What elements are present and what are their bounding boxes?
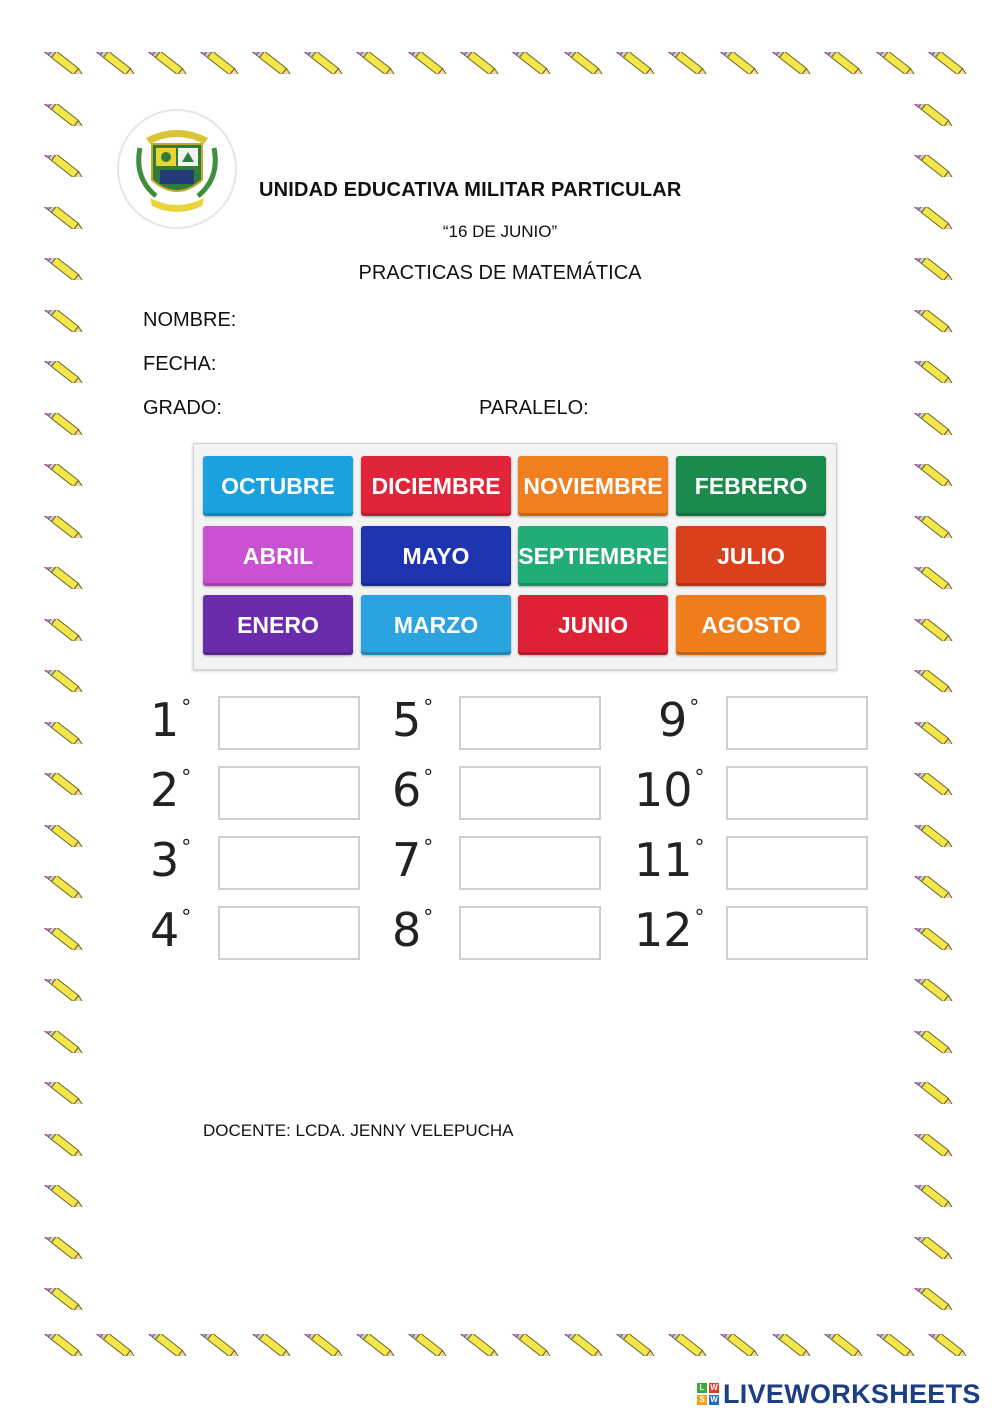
pencil-icon: [906, 619, 964, 641]
pencil-icon: [906, 722, 964, 744]
pencil-icon: [920, 1334, 978, 1356]
ordinal-label: 7 °: [392, 833, 434, 887]
pencil-icon: [36, 722, 94, 744]
pencil-icon: [906, 1134, 964, 1156]
month-tile[interactable]: ABRIL: [203, 526, 353, 586]
watermark-text: LIVEWORKSHEETS: [723, 1378, 981, 1409]
answer-box-1[interactable]: [218, 696, 360, 750]
liveworksheets-watermark: [697, 1379, 981, 1409]
pencil-icon: [36, 516, 94, 538]
pencil-icon: [452, 52, 510, 74]
month-tile[interactable]: AGOSTO: [676, 595, 826, 655]
ordinal-label: 9 °: [658, 693, 700, 747]
ordinal-label: 3 °: [150, 833, 192, 887]
pencil-icon: [906, 104, 964, 126]
pencil-icon: [36, 1031, 94, 1053]
pencil-icon: [906, 1288, 964, 1310]
pencil-icon: [400, 1334, 458, 1356]
pencil-icon: [36, 1134, 94, 1156]
pencil-icon: [140, 52, 198, 74]
pencil-icon: [36, 310, 94, 332]
pencil-icon: [660, 52, 718, 74]
pencil-icon: [556, 1334, 614, 1356]
pencil-icon: [504, 1334, 562, 1356]
ordinal-label: 12 °: [634, 903, 705, 957]
month-tile[interactable]: ENERO: [203, 595, 353, 655]
pencil-icon: [906, 155, 964, 177]
pencil-icon: [906, 825, 964, 847]
pencil-icon: [764, 52, 822, 74]
pencil-icon: [504, 52, 562, 74]
pencil-icon: [140, 1334, 198, 1356]
ordinal-label: 1 °: [150, 693, 192, 747]
pencil-icon: [36, 928, 94, 950]
pencil-icon: [906, 361, 964, 383]
pencil-icon: [608, 1334, 666, 1356]
pencil-icon: [906, 928, 964, 950]
name-label: NOMBRE:: [143, 309, 237, 331]
month-tile[interactable]: JUNIO: [518, 595, 668, 655]
grade-label: GRADO:: [143, 397, 222, 419]
school-crest-icon: [116, 108, 238, 230]
pencil-icon: [906, 1031, 964, 1053]
pencil-icon: [192, 1334, 250, 1356]
pencil-icon: [36, 825, 94, 847]
pencil-icon: [36, 52, 94, 74]
month-tile[interactable]: JULIO: [676, 526, 826, 586]
pencil-icon: [868, 1334, 926, 1356]
pencil-icon: [660, 1334, 718, 1356]
answer-box-2[interactable]: [218, 766, 360, 820]
pencil-icon: [88, 1334, 146, 1356]
month-tile[interactable]: MARZO: [361, 595, 511, 655]
answer-box-12[interactable]: [726, 906, 868, 960]
pencil-icon: [816, 1334, 874, 1356]
pencil-icon: [906, 567, 964, 589]
pencil-icon: [906, 876, 964, 898]
pencil-icon: [36, 1237, 94, 1259]
pencil-icon: [906, 670, 964, 692]
pencil-icon: [244, 52, 302, 74]
pencil-icon: [36, 361, 94, 383]
month-tile[interactable]: FEBRERO: [676, 456, 826, 516]
pencil-icon: [608, 52, 666, 74]
pencil-icon: [36, 413, 94, 435]
school-subtitle: “16 DE JUNIO”: [442, 222, 558, 241]
pencil-icon: [36, 876, 94, 898]
pencil-icon: [192, 52, 250, 74]
pencil-icon: [906, 979, 964, 1001]
months-panel: [193, 443, 837, 670]
pencil-icon: [348, 52, 406, 74]
pencil-icon: [88, 52, 146, 74]
section-label: PARALELO:: [479, 397, 589, 419]
answer-box-11[interactable]: [726, 836, 868, 890]
answer-box-5[interactable]: [459, 696, 601, 750]
pencil-icon: [36, 979, 94, 1001]
pencil-icon: [906, 1082, 964, 1104]
pencil-icon: [906, 413, 964, 435]
pencil-icon: [556, 52, 614, 74]
pencil-icon: [712, 1334, 770, 1356]
answer-box-10[interactable]: [726, 766, 868, 820]
liveworksheets-logo-icon: L W S W: [697, 1383, 719, 1405]
ordinal-label: 4 °: [150, 903, 192, 957]
pencil-icon: [36, 1288, 94, 1310]
pencil-icon: [920, 52, 978, 74]
pencil-icon: [816, 52, 874, 74]
pencil-icon: [764, 1334, 822, 1356]
ordinal-label: 10 °: [634, 763, 705, 817]
answer-box-4[interactable]: [218, 906, 360, 960]
pencil-icon: [906, 464, 964, 486]
month-tile[interactable]: SEPTIEMBRE: [518, 526, 668, 586]
pencil-icon: [906, 310, 964, 332]
pencil-icon: [36, 1082, 94, 1104]
pencil-icon: [906, 1185, 964, 1207]
date-label: FECHA:: [143, 353, 217, 375]
ordinal-label: 8 °: [392, 903, 434, 957]
month-tile[interactable]: OCTUBRE: [203, 456, 353, 516]
answer-box-3[interactable]: [218, 836, 360, 890]
pencil-icon: [36, 1185, 94, 1207]
ordinal-label: 5 °: [392, 693, 434, 747]
pencil-icon: [296, 1334, 354, 1356]
pencil-icon: [906, 516, 964, 538]
answer-box-9[interactable]: [726, 696, 868, 750]
pencil-icon: [36, 619, 94, 641]
pencil-icon: [36, 1334, 94, 1356]
practice-title: PRACTICAS DE MATEMÁTICA: [358, 262, 642, 284]
answer-box-7[interactable]: [459, 836, 601, 890]
ordinal-label: 6 °: [392, 763, 434, 817]
month-tile[interactable]: NOVIEMBRE: [518, 456, 668, 516]
pencil-icon: [36, 670, 94, 692]
ordinal-label: 2 °: [150, 763, 192, 817]
month-tile[interactable]: DICIEMBRE: [361, 456, 511, 516]
pencil-icon: [452, 1334, 510, 1356]
pencil-icon: [36, 567, 94, 589]
pencil-icon: [36, 773, 94, 795]
pencil-icon: [36, 464, 94, 486]
pencil-icon: [906, 1237, 964, 1259]
pencil-icon: [400, 52, 458, 74]
pencil-icon: [348, 1334, 406, 1356]
answer-box-8[interactable]: [459, 906, 601, 960]
ordinal-label: 11 °: [634, 833, 705, 887]
pencil-icon: [712, 52, 770, 74]
pencil-icon: [36, 104, 94, 126]
teacher-name: DOCENTE: LCDA. JENNY VELEPUCHA: [203, 1121, 514, 1140]
pencil-icon: [906, 773, 964, 795]
pencil-icon: [244, 1334, 302, 1356]
school-name: UNIDAD EDUCATIVA MILITAR PARTICULAR: [259, 179, 682, 201]
pencil-icon: [868, 52, 926, 74]
pencil-icon: [296, 52, 354, 74]
pencil-icon: [36, 155, 94, 177]
answer-box-6[interactable]: [459, 766, 601, 820]
month-tile[interactable]: MAYO: [361, 526, 511, 586]
